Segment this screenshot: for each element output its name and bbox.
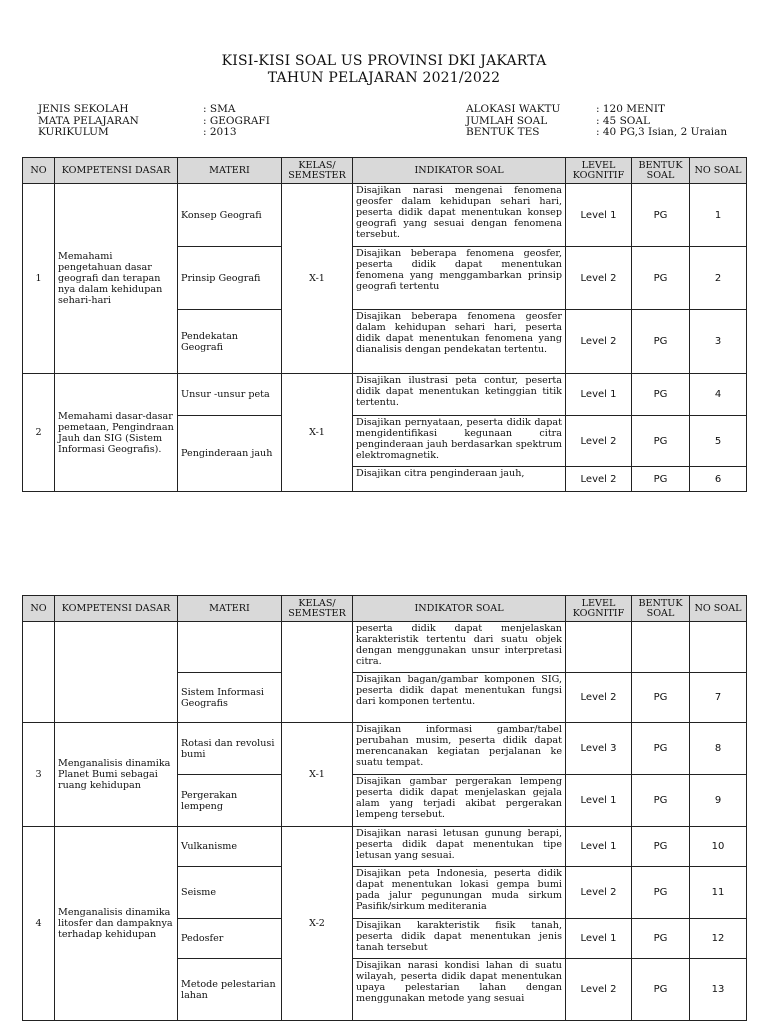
row-materi: Prinsip Geografi [178, 247, 282, 310]
row-bentuk: PG [632, 416, 690, 467]
row-level: Level 2 [566, 247, 632, 310]
meta-left [38, 104, 270, 139]
page-title-line1: KISI-KISI SOAL US PROVINSI DKI JAKARTA [221, 53, 547, 69]
row-level: Level 1 [566, 827, 632, 867]
row-no: 4 [23, 827, 55, 1021]
row-level: Level 2 [566, 416, 632, 467]
col-header-bentuk: BENTUK SOAL [632, 596, 690, 622]
row-no [23, 622, 55, 723]
row-bentuk: PG [632, 247, 690, 310]
row-nosoal: 8 [690, 723, 747, 775]
row-nosoal: 10 [690, 827, 747, 867]
kisi-table-2 [22, 595, 747, 1021]
row-bentuk: PG [632, 867, 690, 919]
row-indikator: Disajikan citra penginderaan jauh, [353, 467, 566, 492]
row-bentuk: PG [632, 827, 690, 867]
row-nosoal: 6 [690, 467, 747, 492]
table-header-row [23, 596, 747, 622]
row-kompetensi-dasar: Menganalisis dinamika litosfer dan dampaknya terhadap kehidupan [55, 827, 178, 1021]
row-level: Level 1 [566, 374, 632, 416]
row-indikator: Disajikan bagan/gambar komponen SIG, peserta didik dapat menentukan fungsi dari komponen tertentu. [353, 673, 566, 723]
row-level: Level 1 [566, 775, 632, 827]
row-nosoal: 1 [690, 184, 747, 247]
row-level: Level 2 [566, 673, 632, 723]
row-no: 3 [23, 723, 55, 827]
row-bentuk: PG [632, 673, 690, 723]
row-indikator: Disajikan narasi letusan gunung berapi, peserta didik dapat menentukan tipe letusan yang sesuai. [353, 827, 566, 867]
meta-right [466, 104, 727, 139]
row-bentuk: PG [632, 467, 690, 492]
row-indikator: Disajikan beberapa fenomena geosfer, peserta didik dapat menentukan fenomena yang menggambarkan prinsip geografi tertentu [353, 247, 566, 310]
row-level: Level 1 [566, 184, 632, 247]
table-row [23, 723, 747, 775]
col-header-kd: KOMPETENSI DASAR [55, 158, 178, 184]
table-header-row [23, 158, 747, 184]
row-indikator: Disajikan peta Indonesia, peserta didik dapat menentukan lokasi gempa bumi pada jalur pegunungan muda sirkum Pasifik/sirkum mediterania [353, 867, 566, 919]
col-header-no: NO [23, 596, 55, 622]
row-no: 2 [23, 374, 55, 492]
row-indikator: Disajikan beberapa fenomena geosfer dalam kehidupan sehari hari, peserta didik dapat menentukan fenomena yang dianalisis dengan pendekatan tertentu. [353, 310, 566, 374]
row-materi: Vulkanisme [178, 827, 282, 867]
row-materi: Rotasi dan revolusi bumi [178, 723, 282, 775]
row-nosoal: 12 [690, 919, 747, 959]
row-kompetensi-dasar: Memahami dasar-dasar pemetaan, Pengindraan Jauh dan SIG (Sistem Informasi Geografis). [55, 374, 178, 492]
col-header-nosoal: NO SOAL [690, 596, 747, 622]
col-header-level: LEVEL KOGNITIF [566, 596, 632, 622]
row-kelas: X-1 [282, 374, 353, 492]
row-level: Level 1 [566, 919, 632, 959]
row-nosoal: 4 [690, 374, 747, 416]
row-materi [178, 622, 282, 673]
row-kompetensi-dasar: Menganalisis dinamika Planet Bumi sebagai ruang kehidupan [55, 723, 178, 827]
table-row [23, 184, 747, 247]
row-nosoal: 13 [690, 959, 747, 1021]
row-indikator: Disajikan gambar pergerakan lempeng peserta didik dapat menjelaskan gejala alam yang terjadi akibat pergerakan lempeng tersebut. [353, 775, 566, 827]
row-bentuk: PG [632, 184, 690, 247]
row-kompetensi-dasar: Memahami pengetahuan dasar geografi dan terapan nya dalam kehidupan sehari-hari [55, 184, 178, 374]
col-header-materi: MATERI [178, 158, 282, 184]
row-materi: Pedosfer [178, 919, 282, 959]
row-materi: Penginderaan jauh [178, 416, 282, 492]
row-bentuk: PG [632, 374, 690, 416]
row-bentuk: PG [632, 310, 690, 374]
col-header-nosoal: NO SOAL [690, 158, 747, 184]
meta-label: MATA PELAJARAN [38, 114, 139, 127]
row-indikator: peserta didik dapat menjelaskan karakteristik tertentu dari suatu objek dengan menggunakan unsur interpretasi citra. [353, 622, 566, 673]
row-nosoal: 3 [690, 310, 747, 374]
row-kelas: X-1 [282, 184, 353, 374]
meta-label: JUMLAH SOAL [466, 114, 548, 127]
row-level: Level 3 [566, 723, 632, 775]
row-level: Level 2 [566, 867, 632, 919]
row-indikator: Disajikan pernyataan, peserta didik dapat mengidentifikasi kegunaan citra penginderaan jauh berdasarkan spektrum elektromagnetik. [353, 416, 566, 467]
row-materi: Metode pelestarian lahan [178, 959, 282, 1021]
col-header-materi: MATERI [178, 596, 282, 622]
row-materi: Unsur -unsur peta [178, 374, 282, 416]
row-indikator: Disajikan narasi kondisi lahan di suatu wilayah, peserta didik dapat menentukan upaya pelestarian lahan dengan menggunakan metode yang sesuai [353, 959, 566, 1021]
row-materi: Pendekatan Geografi [178, 310, 282, 374]
row-bentuk: PG [632, 723, 690, 775]
col-header-bentuk: BENTUK SOAL [632, 158, 690, 184]
row-materi: Pergerakan lempeng [178, 775, 282, 827]
meta-label: JENIS SEKOLAH [38, 103, 129, 115]
kisi-table-1 [22, 157, 747, 492]
meta-value: : 45 SOAL [596, 114, 650, 127]
col-header-kelas: KELAS/ SEMESTER [282, 596, 353, 622]
row-indikator: Disajikan narasi mengenai fenomena geosfer dalam kehidupan sehari hari, peserta didik dapat menentukan konsep geografi yang sesuai dengan fenomena tersebut. [353, 184, 566, 247]
page-title-line2: TAHUN PELAJARAN 2021/2022 [267, 70, 501, 86]
row-no: 1 [23, 184, 55, 374]
meta-value: : GEOGRAFI [203, 114, 270, 127]
row-indikator: Disajikan ilustrasi peta contur, peserta didik dapat menentukan ketinggian titik tertentu. [353, 374, 566, 416]
row-nosoal: 7 [690, 673, 747, 723]
meta-label: KURIKULUM [38, 126, 109, 138]
row-nosoal: 2 [690, 247, 747, 310]
row-level: Level 2 [566, 467, 632, 492]
meta-label: ALOKASI WAKTU [466, 103, 561, 115]
meta-value: : SMA [203, 103, 236, 115]
row-indikator: Disajikan karakteristik fisik tanah, peserta didik dapat menentukan jenis tanah tersebut [353, 919, 566, 959]
col-header-indikator: INDIKATOR SOAL [353, 158, 566, 184]
row-materi: Konsep Geografi [178, 184, 282, 247]
row-kompetensi-dasar [55, 622, 178, 723]
col-header-kelas: KELAS/ SEMESTER [282, 158, 353, 184]
row-nosoal: 9 [690, 775, 747, 827]
col-header-no: NO [23, 158, 55, 184]
meta-value: : 120 MENIT [596, 103, 666, 115]
row-kelas: X-1 [282, 723, 353, 827]
row-bentuk: PG [632, 775, 690, 827]
row-nosoal: 5 [690, 416, 747, 467]
row-materi: Seisme [178, 867, 282, 919]
row-bentuk [632, 622, 690, 673]
meta-value: : 40 PG,3 Isian, 2 Uraian [596, 126, 728, 138]
row-nosoal [690, 622, 747, 673]
row-nosoal: 11 [690, 867, 747, 919]
row-kelas [282, 622, 353, 723]
row-kelas: X-2 [282, 827, 353, 1021]
row-materi: Sistem Informasi Geografis [178, 673, 282, 723]
meta-label: BENTUK TES [466, 126, 540, 138]
table-row [23, 622, 747, 673]
col-header-kd: KOMPETENSI DASAR [55, 596, 178, 622]
col-header-indikator: INDIKATOR SOAL [353, 596, 566, 622]
row-level: Level 2 [566, 310, 632, 374]
table-row [23, 374, 747, 416]
row-indikator: Disajikan informasi gambar/tabel perubahan musim, peserta didik dapat merencanakan kegiatan perjalanan ke suatu tempat. [353, 723, 566, 775]
row-bentuk: PG [632, 959, 690, 1021]
col-header-level: LEVEL KOGNITIF [566, 158, 632, 184]
row-level: Level 2 [566, 959, 632, 1021]
row-level [566, 622, 632, 673]
table-row [23, 827, 747, 867]
row-bentuk: PG [632, 919, 690, 959]
meta-value: : 2013 [203, 126, 237, 138]
